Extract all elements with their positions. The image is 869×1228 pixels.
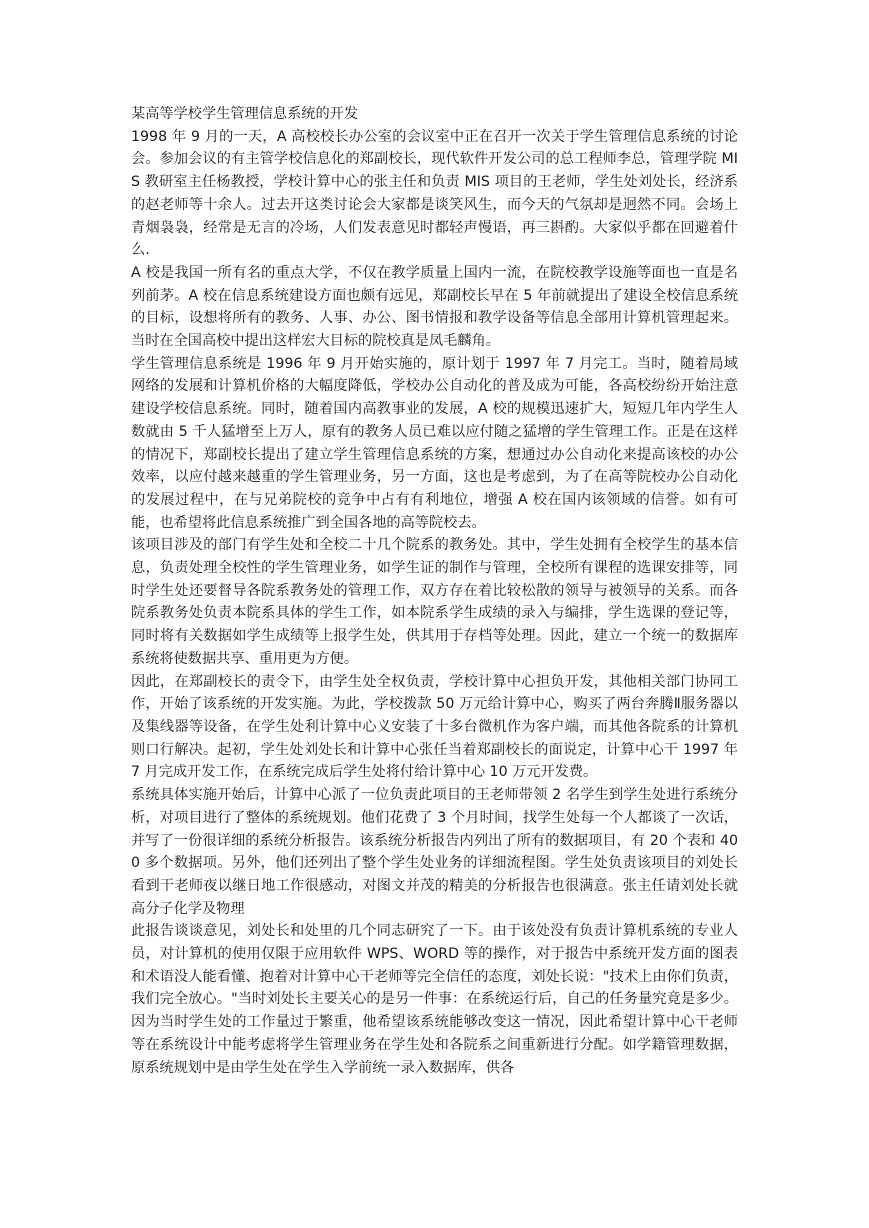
- paragraph: 此报告谈谈意见，刘处长和处里的几个同志研究了一下。由于该处没有负责计算机系统的专业人员，对计算机的使用仅限于应用软件 WPS、WORD 等的操作，对于报告中系统开发方面的图表和术语没人能看懂、抱着对计算中心干老师等完全信任的态度，刘处长说："技术上由你们负责，我们完全放心。"当时刘处长主要关心的是另一件事：在系统运行后，自己的任务量究竟是多少。因为当时学生处的工作量过于繁重，他希望该系统能够改变这一情况，因此希望计算中心干老师等在系统设计中能考虑将学生管理业务在学生处和各院系之间重新进行分配。如学籍管理数据，原系统规划中是由学生处在学生入学前统一录入数据库，供各: [131, 923, 738, 1076]
- paragraph: 该项目涉及的部门有学生处和全校二十几个院系的教务处。其中，学生处拥有全校学生的基本信息，负责处理全校性的学生管理业务，如学生证的制作与管理，全校所有课程的选课安排等，同时学生处还要督导各院系教务处的管理工作，双方存在着比较松散的领导与被领导的关系。而各院系教务处负责本院系具体的学生工作，如本院系学生成绩的录入与编排，学生选课的登记等，同时将有关数据如学生成绩等上报学生处，供其用于存档等处理。因此，建立一个统一的数据库系统将使数据共享、重用更为方便。: [131, 537, 738, 667]
- document-title: 某高等学校学生管理信息系统的开发: [131, 106, 359, 122]
- paragraph: A 校是我国一所有名的重点大学，不仅在教学质量上国内一流，在院校教学设施等面也一直是名列前茅。A 校在信息系统建设方面也颇有远见，郑副校长早在 5 年前就提出了建设全校信息系统的目标，设想将所有的教务、人事、办公、图书情报和教学设备等信息全部用计算机管理起来。当时在全国高校中提出这样宏大目标的院校真是凤毛麟角。: [131, 264, 738, 350]
- document-body: [131, 103, 738, 1079]
- paragraph: 1998 年 9 月的一天，A 高校校长办公室的会议室中正在召开一次关于学生管理信息系统的讨论会。参加会议的有主管学校信息化的郑副校长，现代软件开发公司的总工程师李总，管理学院 MIS 教研室主任杨教授，学校计算中心的张主任和负责 MIS 项目的王老师，学生处刘处长，经济系的赵老师等十余人。过去开这类讨论会大家都是谈笑风生，而今天的气氛却是迥然不同。会场上青烟袅袅，经常是无言的冷场，人们发表意见时都轻声慢语，再三斟酌。大家似乎都在回避着什么.: [131, 128, 738, 259]
- paragraph: 学生管理信息系统是 1996 年 9 月开始实施的，原计划于 1997 年 7 月完工。当时，随着局域网络的发展和计算机价格的大幅度降低，学校办公自动化的普及成为可能，各高校纷纷开始注意建设学校信息系统。同时，随着国内高教事业的发展，A 校的规模迅速扩大，短短几年内学生人数就由 5 千人猛增至上万人，原有的教务人员已难以应付随之猛增的学生管理工作。正是在这样的情况下，郑副校长提出了建立学生管理信息系统的方案，想通过办公自动化来提高该校的办公效率，以应付越来越重的学生管理业务，另一方面，这也是考虑到，为了在高等院校办公自动化的发展过程中，在与兄弟院校的竞争中占有有利地位，增强 A 校在国内该领域的信誉。如有可能，也希望将此信息系统推广到全国各地的高等院校去。: [131, 355, 738, 531]
- paragraph: 因此，在郑副校长的责令下，由学生处全权负责，学校计算中心担负开发，其他相关部门协同工作，开始了该系统的开发实施。为此，学校拨款 50 万元给计算中心，购买了两台奔腾Ⅱ服务器以及集线器等设备，在学生处利计算中心义安装了十多台微机作为客户端，而其他各院系的计算机则口行解决。起初，学生处刘处长和计算中心张任当着郑副校长的面说定，计算中心干 1997 年 7 月完成开发工作，在系统完成后学生处将付给计算中心 10 万元开发费。: [131, 673, 738, 781]
- paragraph: 系统具体实施开始后，计算中心派了一位负责此项目的王老师带领 2 名学生到学生处进行系统分析，对项目进行了整体的系统规划。他们花费了 3 个月时间，找学生处每一个人都谈了一次话，并写了一份很详细的系统分析报告。该系统分析报告内列出了所有的数据项目，有 20 个表和 400 多个数据项。另外，他们还列出了整个学生处业务的详细流程图。学生处负责该项目的刘处长看到干老师夜以继日地工作很感动，对图文并茂的精美的分析报告也很满意。张主任请刘处长就高分子化学及物理: [131, 787, 738, 917]
